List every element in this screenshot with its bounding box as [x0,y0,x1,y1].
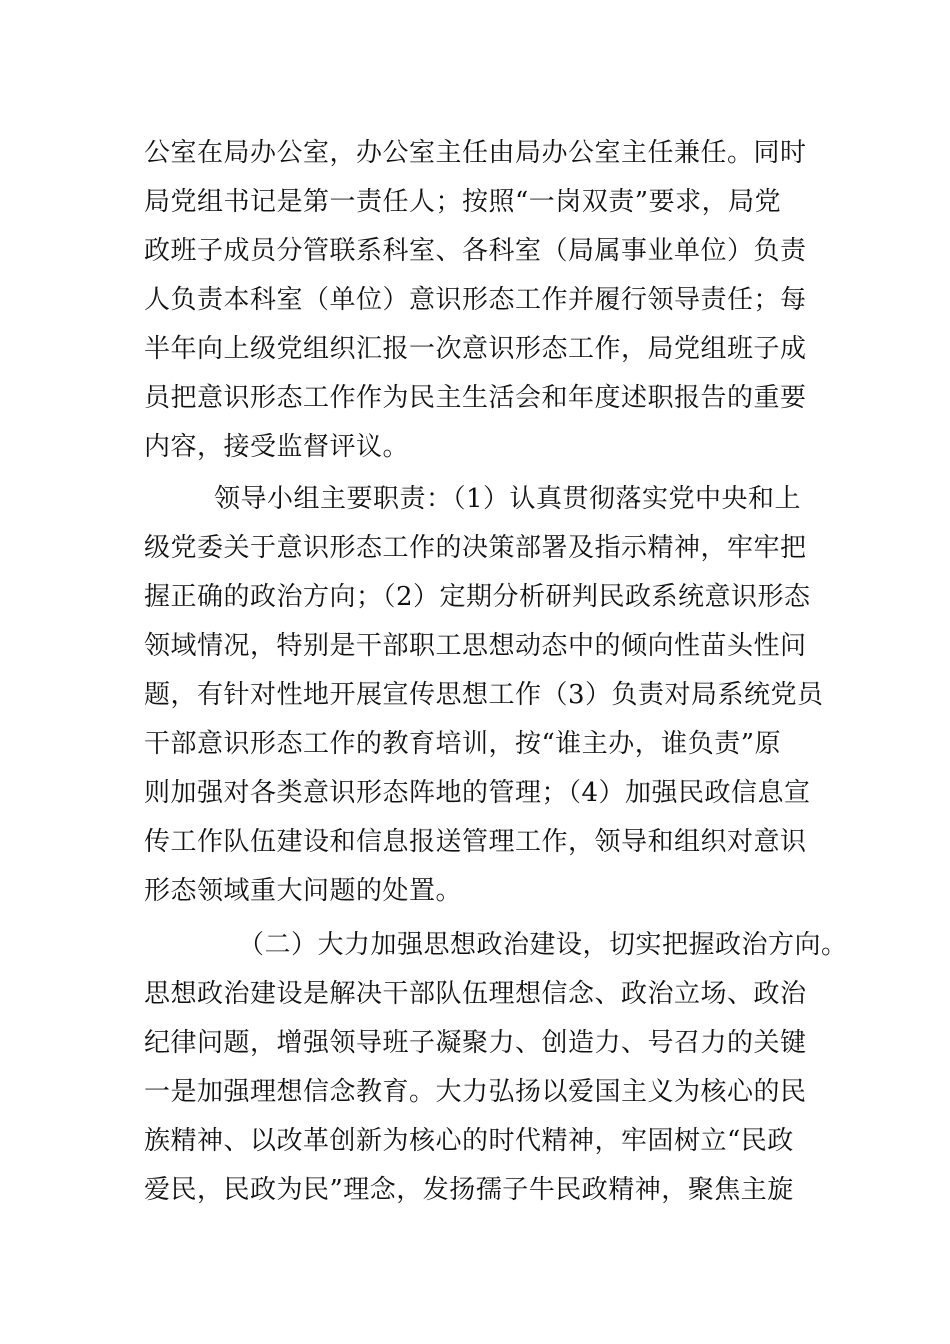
text-line: 员把意识形态工作作为民主生活会和年度述职报告的重要 [144,383,807,413]
text-line: 级党委关于意识形态工作的决策部署及指示精神，牢牢把 [144,533,807,563]
text-line: 干部意识形态工作的教育培训，按“谁主办，谁负责”原 [144,729,782,759]
text-line: 握正确的政治方向；（2）定期分析研判民政系统意识形态 [144,582,811,612]
section-heading: （二）大力加强思想政治建设，切实把握政治方向。 [238,930,848,960]
text-line: 思想政治建设是解决干部队伍理想信念、政治立场、政治 [144,979,807,1009]
text-line: 形态领域重大问题的处置。 [144,876,463,906]
text-line: 族精神、以改革创新为核心的时代精神，牢固树立“民政 [144,1126,794,1156]
text-line: 人负责本科室（单位）意识形态工作并履行领导责任；每 [144,285,807,315]
text-line: 一是加强理想信念教育。大力弘扬以爱国主义为核心的民 [144,1077,807,1107]
text-line: 领域情况，特别是干部职工思想动态中的倾向性苗头性问 [144,631,807,661]
text-line: 则加强对各类意识形态阵地的管理；（4）加强民政信息宣 [144,778,811,808]
text-line: 内容，接受监督评议。 [144,432,410,462]
text-line: 政班子成员分管联系科室、各科室（局属事业单位）负责 [144,236,807,266]
text-line: 局党组书记是第一责任人；按照“一岗双责”要求，局党 [144,187,782,217]
text-line: 传工作队伍建设和信息报送管理工作，领导和组织对意识 [144,827,807,857]
paragraph-first-line: 领导小组主要职责：（1）认真贯彻落实党中央和上 [214,484,802,514]
text-line: 爱民，民政为民”理念，发扬孺子牛民政精神，聚焦主旋 [144,1175,794,1205]
text-line: 半年向上级党组织汇报一次意识形态工作，局党组班子成 [144,334,807,364]
text-line: 公室在局办公室，办公室主任由局办公室主任兼任。同时 [144,138,807,168]
text-line: 纪律问题，增强领导班子凝聚力、创造力、号召力的关键 [144,1028,807,1058]
text-line: 题，有针对性地开展宣传思想工作（3）负责对局系统党员 [144,680,824,710]
